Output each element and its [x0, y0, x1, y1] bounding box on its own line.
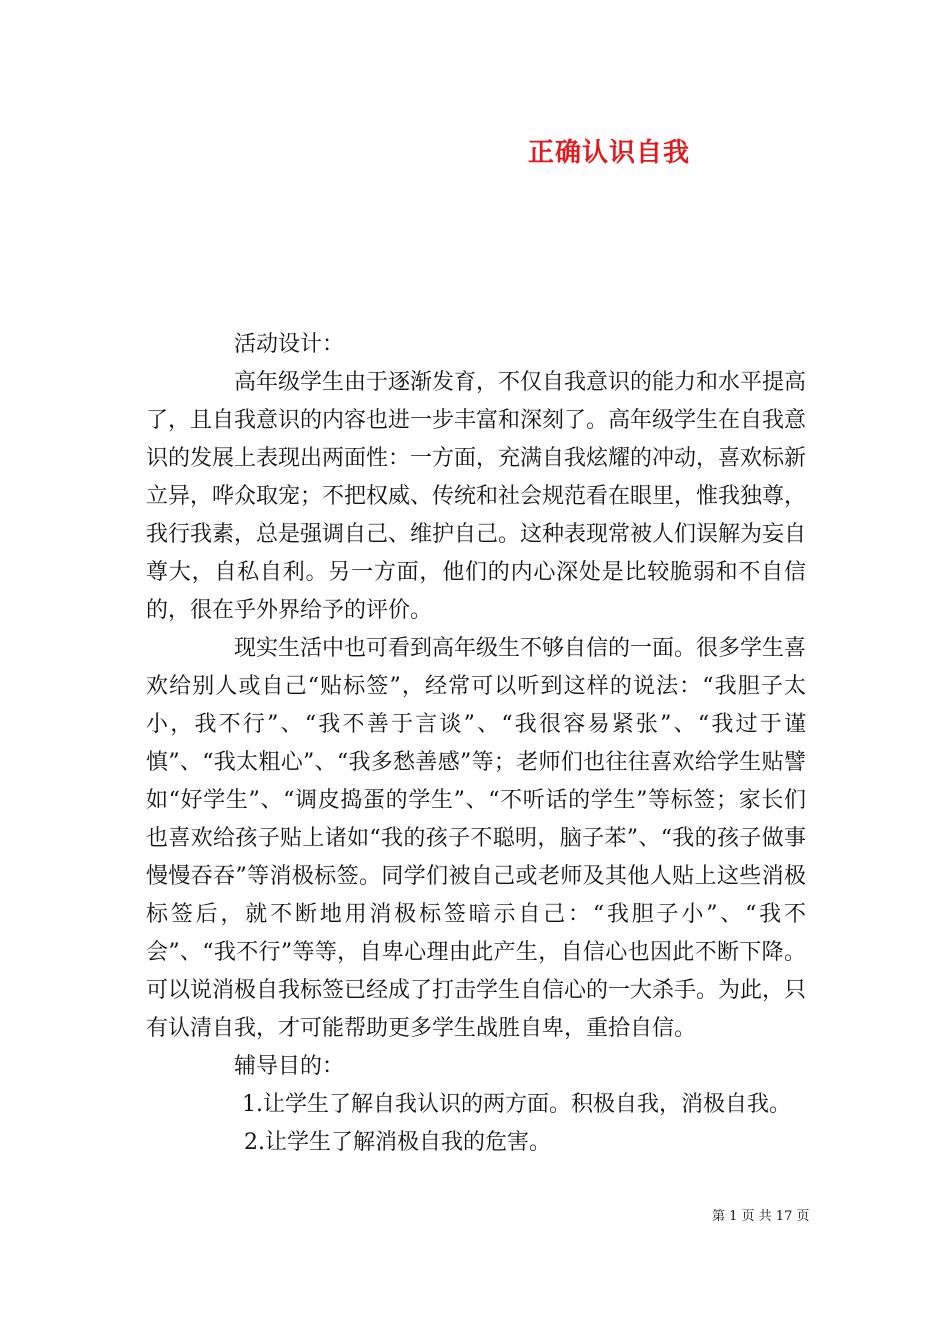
paragraph: 高年级学生由于逐渐发育，不仅自我意识的能力和水平提高了，且自我意识的内容也进一步丰富和深刻了。高年级学生在自我意识的发展上表现出两面性：一方面，充满自我炫耀的冲动，喜欢标新立异，哗众取宠；不把权威、传统和社会规范看在眼里，惟我独尊，我行我素，总是强调自己、维护自己。这种表现常被人们误解为妄自尊大，自私自利。另一方面，他们的内心深处是比较脆弱和不自信的，很在乎外界给予的评价。: [146, 370, 807, 623]
goal-item: 1.让学生了解自我认识的两方面。积极自我，消极自我。: [242, 1092, 791, 1117]
document-title: 正确认识自我: [528, 138, 691, 168]
page-number: 第 1 页 共 17 页: [712, 1209, 810, 1224]
document-body: [146, 326, 806, 1162]
paragraph: 现实生活中也可看到高年级生不够自信的一面。很多学生喜欢给别人或自己“贴标签”，经常可以听到这样的说法：“我胆子太小，我不行”、“我不善于言谈”、“我很容易紧张”、“我过于谨慎”、“我太粗心”、“我多愁善感”等；老师们也往往喜欢给学生贴譬如“好学生”、“调皮捣蛋的学生”、“不听话的学生”等标签；家长们也喜欢给孩子贴上诸如“我的孩子不聪明，脑子苯”、“我的孩子做事慢慢吞吞”等消极标签。同学们被自己或老师及其他人贴上这些消极标签后，就不断地用消极标签暗示自己：“我胆子小”、“我不会”、“我不行”等等，自卑心理由此产生，自信心也因此不断下降。可以说消极自我标签已经成了打击学生自信心的一大杀手。为此，只有认清自我，才可能帮助更多学生战胜自卑，重拾自信。: [146, 636, 807, 1041]
goal-heading: 辅导目的：: [234, 1054, 345, 1079]
goal-item: 2.让学生了解消极自我的危害。: [244, 1130, 551, 1155]
section-heading: 活动设计：: [234, 332, 345, 357]
